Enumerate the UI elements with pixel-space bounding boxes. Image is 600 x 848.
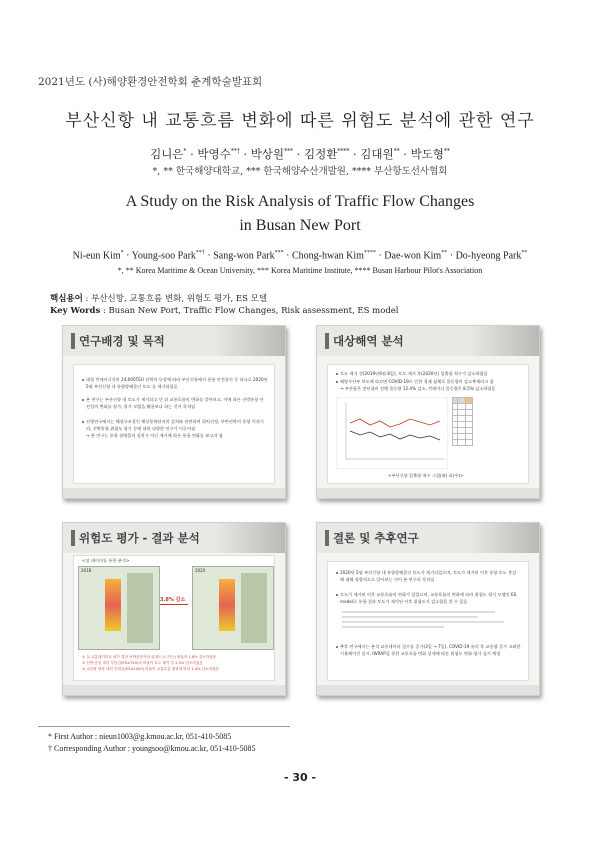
author-separator: · [186, 147, 198, 161]
slide-body [73, 364, 275, 484]
author-name: Dae-won Kim [384, 250, 442, 262]
slide-header [63, 326, 285, 356]
author-mark: **† [195, 250, 205, 256]
author-name: 김니은 [150, 147, 184, 161]
bullet-text: 추후 연구에서는 분석 교통데이터 일수를 증가(3일 → 7일), COVID-19 유의 후 교통량 증가 고려한 [340, 644, 521, 649]
slide-bullet-cont: 전성의 변화를 평가, 평가 모델을 활용보다 하는 것이 목적임 [86, 404, 196, 409]
slide-target-area [316, 325, 540, 499]
footnote-text: Corresponding Author : youngsoo@kmou.ac.kr, 051-410-5085 [52, 744, 256, 753]
author-mark: **** [337, 148, 350, 156]
slide-accent-bar [71, 530, 75, 546]
bullet-text: 토도 제거 전(2019년6월 8일), 토도 제거 후(2020년) 입출항 척수가 감소하였음 [340, 371, 488, 376]
author-name: 박상원 [250, 147, 285, 161]
slide-header [317, 523, 539, 553]
slide-footer [317, 488, 539, 498]
bullet-dot [82, 379, 84, 381]
author-name: 김정환 [303, 147, 338, 161]
slide-bullet [82, 377, 268, 383]
slide-bullet-cont: 리, 선박통항 위험도 평가 등에 대한 다양한 연구가 이루어짐 [86, 426, 196, 431]
slide-bullet-cont: 5월 부산신항 내 통항방해물인 토도 를 제거하였음 [86, 384, 178, 389]
bullet-dot [82, 399, 84, 401]
affiliations-korean: *, ** 한국해양대학교, *** 한국해양수산개발원, **** 부산항도선사협회 [152, 166, 448, 177]
bullet-dot [336, 381, 338, 383]
slide-footer [63, 685, 285, 695]
slide-risk-assessment [62, 522, 286, 696]
slide-header-band [469, 326, 539, 356]
slide-research-background [62, 325, 286, 499]
author-separator: · [399, 147, 411, 161]
text-line [342, 626, 444, 628]
slide-body [327, 561, 529, 681]
author-separator: · [375, 250, 385, 262]
author-mark: ** [521, 250, 528, 256]
slide-bullet [336, 570, 516, 576]
text-line [342, 616, 478, 618]
bullet-text: 해양수산부 보도에 따르면 COVID-19로 인한 경제 침체로 물동량이 감소추세라고 함 [340, 379, 494, 384]
risk-map-2018 [78, 566, 160, 650]
keywords-english [50, 306, 399, 316]
slide-header [317, 326, 539, 356]
author-name: Ni-eun Kim [72, 250, 121, 262]
keywords-korean [50, 292, 267, 304]
risk-heatmap-overlay [105, 579, 121, 631]
slide-bullet [336, 379, 494, 385]
slide-bullet [82, 397, 264, 403]
author-mark: * [183, 148, 187, 156]
keywords-label: Key Words [50, 306, 101, 316]
vessel-count-table [452, 397, 473, 446]
result-note: ② 선박 운항 대한 부담감(ES≥750)의 비율이 토도 제거 후 2.3% 감소하였음 [82, 661, 203, 665]
author-mark: **** [363, 250, 376, 256]
bullet-dot [336, 646, 338, 648]
author-name: Young-soo Park [131, 250, 196, 262]
author-separator: · [204, 250, 214, 262]
author-separator: · [349, 147, 361, 161]
slide-accent-bar [71, 333, 75, 349]
slide-bullet-cont: → 본 연구는 통항 장애물의 설치가 아닌 제거에 따른 통항 변화를 보고자 함 [86, 433, 223, 438]
table-row [453, 440, 473, 446]
title-english [0, 190, 600, 238]
author-separator: · [447, 250, 456, 262]
author-name: 박도형 [410, 147, 444, 161]
author-separator: · [123, 250, 132, 262]
land-area [241, 573, 267, 643]
author-separator: · [239, 147, 251, 161]
slide-footer [317, 685, 539, 695]
land-area [127, 573, 153, 643]
slide-header-band [215, 326, 285, 356]
page-number: - 30 - [283, 771, 317, 784]
keywords-text: : Busan New Port, Traffic Flow Changes, Risk assessment, ES model [100, 306, 399, 316]
slide-header-band [469, 523, 539, 553]
slide-header [63, 523, 285, 553]
conference-header: 2021년도 (사)해양환경안전학회 춘계학술발표회 [38, 76, 263, 88]
author-mark: ** [443, 148, 450, 156]
bullet-text: 대형 컨테이너선의 24,000TEU 선박의 등장에 따라 부산신항에서 통항 안전상의 중 하나로 2020년 [86, 377, 268, 382]
author-mark: * [120, 250, 124, 256]
sub-bullet-placeholder [342, 608, 512, 636]
slide-bullet [336, 644, 521, 650]
arrow-icon [160, 604, 188, 605]
author-mark: *** [284, 148, 294, 156]
footnote-mark: † [48, 744, 52, 753]
bullet-dot [336, 572, 338, 574]
footnote-text: First Author : nieun1003@g.kmou.ac.kr, 051-410-5085 [52, 732, 232, 741]
vessel-count-chart [336, 397, 448, 469]
footnote-first-author [48, 732, 231, 741]
slide-body [73, 555, 275, 681]
text-line [342, 611, 495, 613]
slide-title: 연구배경 및 목적 [79, 334, 165, 348]
title-korean: 부산신항 내 교통흐름 변화에 따른 위험도 분석에 관한 연구 [65, 111, 535, 131]
slide-bullet [336, 371, 488, 377]
bullet-text: 본 연구는 부산신항 내 토도가 제거되고 난 뒤 교통흐름의 변화를 알아보고, 이에 따른 선박통항 안 [86, 397, 264, 402]
author-name: 박영수 [197, 147, 231, 161]
decrease-label: 3.8% 감소 [160, 597, 186, 603]
bullet-dot [336, 373, 338, 375]
bullet-text: 선행연구에서는 해상구조물인 해상풍력단지의 설치와 관련하여 위치선정, 주변선박의 통항 이격거 [86, 419, 264, 424]
footnote-corresponding-author [48, 744, 255, 753]
map-year-label: 2020 [195, 568, 206, 573]
bullet-text: 2020년 5월 부산신항 내 통항방해물인 토도가 제거되었으며, 토도가 제거된 이후 통항 토도 총감 [340, 570, 517, 575]
affiliations-english: *, ** Korea Maritime & Ocean University, *** Korea Maritime Institute, **** Busan Harbour Pilot's Association [117, 266, 483, 275]
author-name: Chong-hwan Kim [291, 250, 364, 262]
bullet-dot [336, 594, 338, 596]
slide-title: 결론 및 추후연구 [333, 531, 419, 545]
result-note: ① 실 교통데이터로 평가 결과 선박운항자의 위험도 (느끼는) 비율이 1.8% 감소하였음 [82, 655, 217, 659]
chart-frame [336, 397, 448, 469]
result-note: ③ 교통량 변화 대한 부담감(ES≥1000) 비율이 교통흐름 변화에 따라 1.4% 감소하였음 [82, 667, 220, 671]
risk-heatmap-overlay [219, 579, 235, 631]
figure-caption: <부산신항 입출항 척수 그림(좌) 표(우)> [388, 473, 464, 478]
slide-title: 위험도 평가 - 결과 분석 [79, 531, 200, 545]
slide-bullet-cont: 시뮬레이션 실시, IWRAP을 통한 교통흐름 변화 상세에 따른 위험도 변화 평가 실시 예정 [340, 651, 501, 656]
authors-korean [0, 146, 600, 162]
author-mark: *** [274, 250, 284, 256]
bullet-dot [82, 421, 84, 423]
slide-bullet [82, 419, 264, 425]
author-separator: · [283, 250, 292, 262]
risk-map-2020 [192, 566, 274, 650]
slide-title: 대상해역 분석 [333, 334, 404, 348]
slide-bullet-cont: model로 통항 결과 토도가 제거된 이후 위험도가 감소함을 알 수 있음 [340, 599, 468, 604]
slide-header-band [215, 523, 285, 553]
slide-conclusion [316, 522, 540, 696]
title-english-line1: A Study on the Risk Analysis of Traffic Flow Changes [125, 193, 475, 210]
slide-accent-bar [325, 530, 329, 546]
footnote-divider [38, 726, 290, 727]
keywords-label: 핵심용어 [50, 294, 83, 304]
bullet-text: 토도가 제거된 이후 교통흐름의 변화가 있었으며, 교통흐름의 변화에 따라 위험도 평가 모델인 ES [340, 592, 517, 597]
author-name: Sang-won Park [213, 250, 275, 262]
keywords-text: : 부산신항, 교통흐름 변화, 위험도 평가, ES 모델 [82, 294, 268, 304]
slide-body [327, 364, 529, 484]
title-english-line2: in Busan New Port [239, 217, 361, 234]
slide-accent-bar [325, 333, 329, 349]
author-name: 김대원 [360, 147, 394, 161]
slide-bullet-cont: → 부산항은 전년대비 전체 물동량 12.4% 감소, 컨테이너 물동량은 8.5% 감소하였음 [340, 386, 496, 391]
slide-subheading: <실 데이터를 통한 분석> [82, 558, 130, 563]
authors-english [0, 250, 600, 261]
author-mark: **† [230, 148, 240, 156]
footnote-mark: * [48, 732, 52, 741]
slide-bullet-cont: 해 대해 정량적으로 알아보는 것이 본 연구의 목적임 [340, 577, 435, 582]
slide-bullet [336, 592, 516, 598]
author-mark: ** [441, 250, 448, 256]
slide-footer [63, 488, 285, 498]
author-mark: ** [393, 148, 400, 156]
text-line [342, 621, 504, 623]
author-name: Do-hyeong Park [455, 250, 522, 262]
author-separator: · [293, 147, 304, 161]
map-year-label: 2018 [81, 568, 92, 573]
